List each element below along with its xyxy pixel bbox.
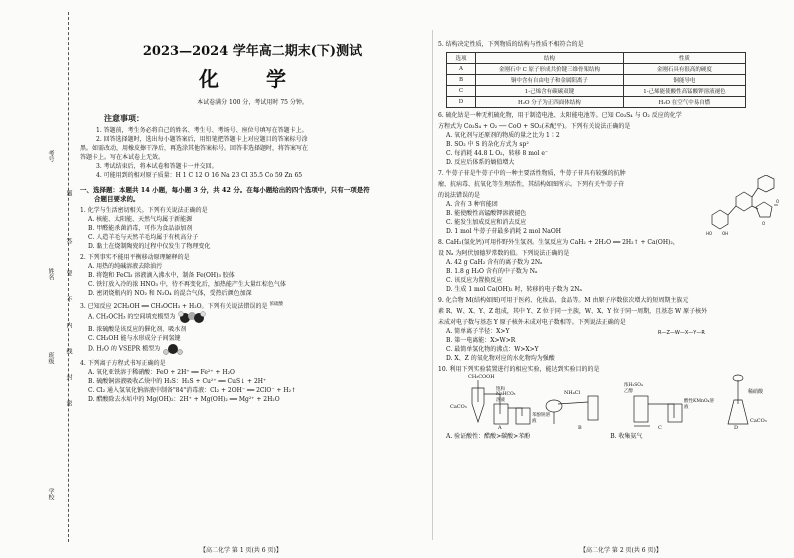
question-3 — [80, 300, 425, 357]
exam-subject: 化 学 — [199, 67, 306, 91]
seal-char: 题 — [65, 190, 72, 196]
apparatus-label: CaCO₃ — [450, 404, 467, 410]
option: B. 收集氨气 — [610, 433, 643, 440]
apparatus-letter: B — [578, 425, 582, 431]
question-stem: 5. 结构决定性质，下列物质的结构与性质不相符合的是 — [438, 41, 584, 48]
option: C. CH₃OH 能与水形成分子间氢键 — [88, 335, 181, 342]
lab-apparatus-icon — [438, 374, 783, 432]
notice-item: 2. 回答选择题时，选出每小题答案后，用铅笔把答题卡上对应题目的答案标号涂 — [96, 136, 308, 143]
option: B. 第一电离能：X>W>R — [446, 337, 516, 344]
option: C. 人造羊毛与天然羊毛均属于有机高分子 — [88, 234, 199, 241]
apparatus-letter: A — [498, 425, 502, 431]
binding-margin — [0, 0, 76, 558]
question-stem: 素 R、W、X、Y、Z 组成，其中 Y、Z 位于同一主族，W、X、Y 位于同一周期，且基态 W 原子核外 — [438, 308, 708, 315]
option: B. 浓硫酸是该反应的催化剂、吸水剂 — [88, 326, 187, 333]
svg-text:O: O — [762, 221, 766, 226]
svg-text:O: O — [776, 199, 780, 204]
table-cell: 铜中含有自由电子和金属阳离子 — [476, 75, 624, 86]
option — [80, 343, 425, 357]
question-10 — [438, 365, 783, 441]
option: C. 铁钉放入冷的浓 HNO₃ 中，待不再变化后，加热能产生大量红棕色气体 — [88, 281, 286, 288]
option-row — [438, 432, 783, 441]
option: A. 核能、太阳能、天然气均属于新能源 — [88, 216, 193, 223]
svg-text:OH: OH — [722, 231, 729, 236]
option: C. Cl₂ 通入氢氧化钠溶液中制备"84"消毒液：Cl₂ + 2OH⁻ ══ 2ClO⁻ + H₂↑ — [88, 387, 297, 394]
left-column — [80, 20, 425, 404]
option-text: D. H₂O 的 VSEPR 模型为 — [88, 345, 161, 353]
question-6 — [438, 111, 783, 167]
table-cell: C — [447, 86, 476, 97]
question-stem: 1. 化学与生活密切相关。下列有关说法正确的是 — [80, 207, 208, 214]
apparatus-label: 饱和NaHCO₃溶液 — [496, 387, 516, 403]
table-cell: B — [447, 75, 476, 86]
margin-label-class: 班级 — [47, 352, 54, 364]
apparatus-label: CH₃COOH — [468, 374, 495, 380]
option: A. 42 g CaH₂ 含有的离子数为 2Nₐ — [446, 259, 543, 266]
option: A. 简单离子半径：X>Y — [446, 328, 510, 335]
option: B. SO₂ 中 S 的杂化方式为 sp² — [446, 141, 529, 148]
option: D. 1 mol 牛蒡子苷最多消耗 2 mol NaOH — [446, 228, 562, 235]
table-row — [447, 64, 746, 75]
question-stem: 7. 牛蒡子苷是牛蒡子中的一种主要活性物质，牛蒡子苷具有较强的抗肿 — [438, 170, 626, 177]
question-stem: 瘤、抗病毒、抗氧化等生理活性，其结构如图所示。下列有关牛蒡子苷 — [438, 181, 625, 188]
exam-title: 2023—2024 学年高二期末(下)测试 — [142, 44, 363, 59]
structure-property-table — [446, 52, 746, 108]
option: D. 反应后体系的熵值增大 — [446, 159, 515, 166]
vsepr-model-icon — [162, 343, 184, 355]
seal-char: 内 — [65, 322, 72, 328]
notice-item: 3. 考试结束后，将本试卷和答题卡一并交回。 — [96, 163, 218, 170]
question-1 — [80, 206, 425, 251]
question-stem: 未成对电子数与基态 Y 原子核外未成对电子数相等。下列说法正确的是 — [438, 319, 626, 326]
question-stem: 8. CaH₂(氢化钙)可用作野外生氢剂。生氢反应为 CaH₂ + 2H₂O ══ 2H₂↑ + Ca(OH)₂， — [438, 239, 679, 246]
question-4 — [80, 359, 425, 404]
seal-dashed-line — [68, 12, 69, 542]
seal-char: 封 — [65, 374, 72, 380]
svg-text:HO: HO — [706, 231, 713, 236]
question-8 — [438, 238, 783, 294]
question-2 — [80, 253, 425, 298]
question-stem: 设 Nₐ 为阿伏加德罗常数的值。下列说法正确的是 — [438, 250, 570, 257]
apparatus-label: 苯酚钠溶液 — [532, 413, 550, 424]
table-cell: A — [447, 64, 476, 75]
apparatus-label: 酸性KMnO₄溶液 — [684, 399, 714, 410]
option: C. 每消耗 44.8 L O₂，转移 8 mol e⁻ — [446, 150, 549, 157]
option: A. 用热的纯碱溶液去除油污 — [88, 263, 163, 270]
question-stem: 方程式为 Co₃S₄ + O₂ ── CoO + SO₂(未配平)。下列有关说法正确的是 — [438, 123, 631, 130]
option: C. 该反应为置换反应 — [446, 277, 503, 284]
seal-char: 密 — [65, 400, 72, 406]
option: C. 最简单氢化物的沸点：W>X>Y — [446, 346, 539, 353]
table-header: 选项 — [447, 53, 476, 64]
option: B. 硫酸铜溶液吸收乙炔中的 H₂S：H₂S + Cu²⁺ ══ CuS↓ + 2H⁺ — [88, 378, 267, 385]
notice-item: 4. 可能用到的相对原子质量：H 1 C 12 O 16 Na 23 Cl 35.5 Co 59 Zn 65 — [96, 172, 303, 179]
question-stem: 10. 利用下列实验装置进行的相应实验，能达到实验目的的是 — [438, 366, 600, 373]
table-cell: 金刚石中 C 原子形成共价键三维骨架结构 — [476, 64, 624, 75]
margin-label-id: 考号 — [47, 150, 54, 162]
apparatus-label: 稀硝酸 — [748, 389, 764, 395]
table-cell: 1-己烯含有碳碳双键 — [476, 86, 624, 97]
margin-label-school: 学校 — [47, 488, 54, 500]
table-cell: H₂O 分子为正四面体结构 — [476, 97, 624, 108]
table-row — [447, 86, 746, 97]
option: B. 甲醛能杀菌消毒，可作为食品添加剂 — [88, 225, 193, 232]
option: D. 醋酸除去水垢中的 Mg(OH)₂：2H⁺ + Mg(OH)₂ ══ Mg²⁺ + 2H₂O — [88, 396, 280, 403]
apparatus-label: 浓H₂SO₄ 乙醇 — [624, 383, 643, 394]
space-filling-model-icon — [177, 311, 207, 323]
apparatus-letter: D — [734, 425, 739, 431]
option: B. 将饱和 FeCl₃ 溶液滴入沸水中，制备 Fe(OH)₃ 胶体 — [88, 272, 235, 279]
option: B. 1.8 g H₂O 含有的中子数为 Nₐ — [446, 268, 538, 275]
option: D. X、Z 的氧化物对应的水化物均为强酸 — [446, 355, 555, 362]
column-divider — [432, 30, 433, 540]
arctiin-structure-icon — [700, 175, 780, 237]
compound-m-structure: R—Z—W—X—Y—R — [658, 330, 705, 336]
option — [80, 311, 425, 325]
seal-char: 不 — [65, 296, 72, 302]
notice-item: 黑。如需改动，用橡皮擦干净后，再选涂其他答案标号。回答非选择题时，将答案写在 — [80, 145, 309, 152]
question-stem — [80, 300, 425, 311]
table-row — [447, 97, 746, 108]
margin-label-name: 姓名 — [47, 268, 54, 280]
notice-item: 1. 答题前，考生务必将自己的姓名、考生号、考场号、座位号填写在答题卡上。 — [96, 127, 308, 134]
option: A. 验证酸性：醋酸>碳酸>苯酚 — [446, 433, 531, 440]
apparatus-letter: C — [658, 425, 662, 431]
table-cell: 铜能导电 — [623, 75, 745, 86]
page-footer-left: 【高二化学 第 1 页(共 6 页)】 — [200, 547, 282, 554]
question-stem: 9. 化合物 M(结构如图)可用于医药、化妆品、食品等。M 由原子序数依次增大的短周期主族元 — [438, 297, 689, 304]
option: D. 黏土在烧制陶瓷的过程中仅发生了物理变化 — [88, 243, 211, 250]
table-row — [447, 75, 746, 86]
table-header: 性质 — [623, 53, 745, 64]
question-stem: 的说法错误的是 — [438, 192, 481, 199]
seal-char: 要 — [65, 270, 72, 276]
seal-char: 答 — [65, 238, 72, 244]
apparatus-label: NH₄Cl — [564, 390, 581, 396]
apparatus-label: CaCO₃ — [750, 418, 767, 424]
notice-item: 答题卡上。写在本试卷上无效。 — [80, 154, 165, 161]
option-text: A. CH₃OCH₃ 的空间填充模型为 — [88, 313, 176, 321]
table-header-row — [447, 53, 746, 64]
page-footer-right: 【高二化学 第 2 页(共 6 页)】 — [580, 547, 662, 554]
question-stem: 6. 硫化钴是一种无机硫化物，用于制造电池、太阳能电池等。已知 Co₃S₄ 与 O₂ 反应的化学 — [438, 112, 682, 119]
question-7 — [438, 169, 783, 236]
section-heading — [80, 186, 425, 204]
option: D. 密闭烧瓶内的 NO₂ 和 N₂O₄ 的混合气体，受热后颜色加深 — [88, 290, 252, 297]
reaction-condition: 浓硫酸 — [269, 302, 283, 307]
option: C. 能发生加成反应和消去反应 — [446, 219, 527, 226]
section-line: 一、选择题：本题共 14 小题，每小题 3 分，共 42 分。在每小题给出的四个选项中，只有一项是符 — [80, 186, 370, 194]
question-9 — [438, 296, 783, 363]
table-header: 结构 — [476, 53, 624, 64]
question-stem: 4. 下列离子方程式书写正确的是 — [80, 360, 166, 367]
table-cell: 1-己烯能使酸性高锰酸钾溶液褪色 — [623, 86, 745, 97]
seal-char: 线 — [65, 348, 72, 354]
option: A. 含有 3 种官能团 — [446, 201, 498, 208]
option: D. 生成 1 mol Ca(OH)₂ 时，转移的电子数为 2Nₐ — [446, 286, 582, 293]
option: A. 氧化剂与还原剂的物质的量之比为 1∶2 — [446, 132, 560, 139]
option: A. 氧化亚铁溶于稀硝酸：FeO + 2H⁺ ══ Fe²⁺ + H₂O — [88, 369, 235, 376]
question-5 — [438, 40, 783, 108]
notice-heading: 注意事项： — [104, 113, 144, 123]
table-cell: D — [447, 97, 476, 108]
section-line: 合题目要求的。 — [94, 195, 140, 203]
option: B. 能使酸性高锰酸钾溶液褪色 — [446, 210, 527, 217]
table-cell: 金刚石具有很高的硬度 — [623, 64, 745, 75]
apparatus-figure — [438, 374, 783, 432]
question-stem-text: 3. 已知反应 2CH₃OH ══ CH₃OCH₃ + H₂O。下列有关说法错误的是 — [80, 303, 268, 310]
table-cell: H₂O 在空气中易自燃 — [623, 97, 745, 108]
question-stem: 2. 下列事实不能用平衡移动原理解释的是 — [80, 254, 190, 261]
exam-info: 本试卷满分 100 分，考试用时 75 分钟。 — [197, 99, 308, 106]
right-column — [438, 38, 783, 441]
